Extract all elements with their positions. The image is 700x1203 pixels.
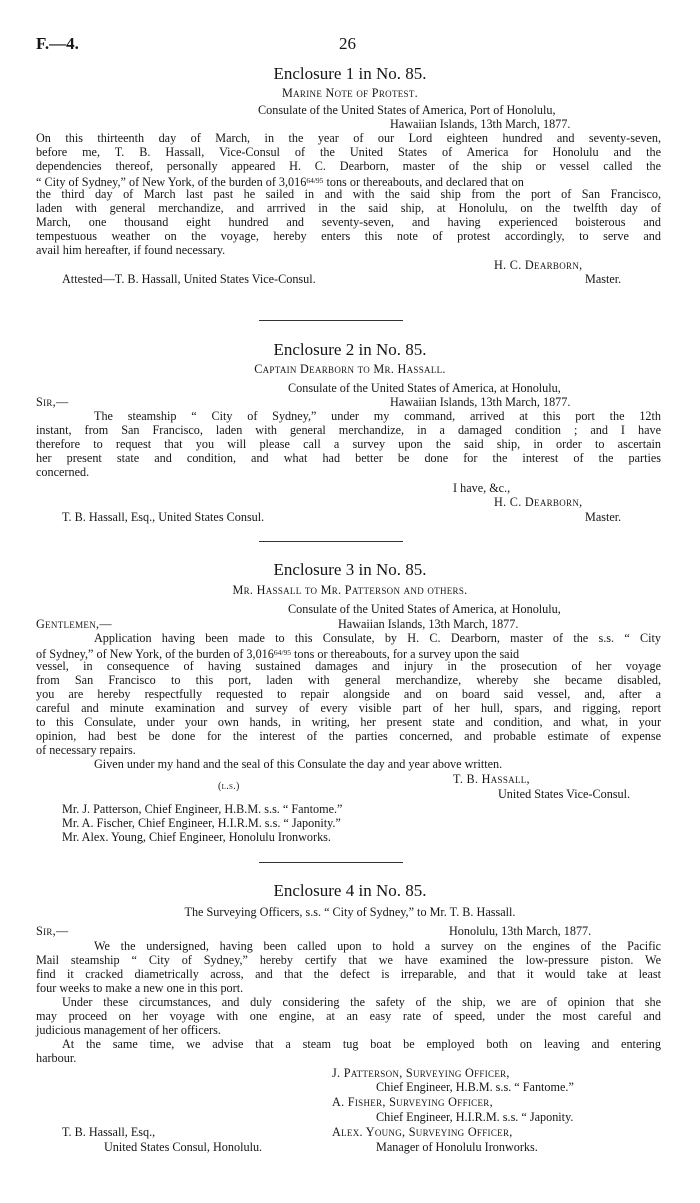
tonnage-fraction: 64/95 [306,176,324,185]
enclosure-3-body-line: Application having been made to this Consulate, by H. C. Dearborn, master of the s.s. “ City [94,631,661,645]
enclosure-1-body-line: before me, T. B. Hassall, Vice-Consul of the United States of America for Honolulu and the [36,145,661,159]
enclosure-1-place-line1: Consulate of the United States of America, Port of Honolulu, [258,103,556,117]
enclosure-2-body-line: concerned. [36,465,90,479]
enclosure-4-addressee-line1: T. B. Hassall, Esq., [62,1125,156,1139]
section-divider [259,320,403,321]
enclosure-2-addressee: T. B. Hassall, Esq., United States Consul. [62,510,265,524]
enclosure-4-signatory-role: Chief Engineer, H.B.M. s.s. “ Fantome.” [376,1080,574,1094]
enclosure-4-subtitle: The Surveying Officers, s.s. “ City of Sydney,” to Mr. T. B. Hassall. [184,905,516,919]
enclosure-2-body-line: The steamship “ City of Sydney,” under my command, arrived at this port the 12th [94,409,661,423]
enclosure-4-signatory-role: Manager of Honolulu Ironworks. [376,1140,538,1154]
enclosure-2-signature-name: H. C. Dearborn, [494,495,583,509]
enclosure-1-body-line: March, one thousand eight hundred and seventy-seven, and having experienced boisterous and [36,215,661,229]
enclosure-1-attestation: Attested—T. B. Hassall, United States Vice-Consul. [62,272,316,286]
enclosure-1-signature-name: H. C. Dearborn, [494,258,583,272]
enclosure-1-place-line2: Hawaiian Islands, 13th March, 1877. [390,117,571,131]
enclosure-4-signatory: Alex. Young, Surveying Officer, [332,1125,513,1139]
body-text: of Sydney,” of New York, of the burden of 3,016 [36,647,274,661]
enclosure-3-body-line: vessel, in consequence of having sustained damages and injury in the prosecution of her voyage [36,659,661,673]
enclosure-4-body-line: may proceed on her voyage with one engine, at an easy rate of speed, under the most careful and [36,1009,661,1023]
enclosure-2-title: Enclosure 2 in No. 85. [273,340,427,359]
enclosure-3-place-line1: Consulate of the United States of America, at Honolulu, [288,602,561,616]
enclosure-1-signature-title: Master. [585,272,622,286]
enclosure-1-subtitle: Marine Note of Protest. [282,86,418,100]
enclosure-4-signatory-role: Chief Engineer, H.I.R.M. s.s. “ Japonity. [376,1110,574,1124]
enclosure-3-body-line: you are hereby respectfully requested to repair alongside and on board said vessel, and, after a [36,687,661,701]
enclosure-3-place-line2: Hawaiian Islands, 13th March, 1877. [338,617,519,631]
enclosure-3-recipient: Mr. Alex. Young, Chief Engineer, Honolulu Ironworks. [62,830,331,844]
enclosure-4-body-line: We the undersigned, having been called upon to hold a survey on the engines of the Pacific [94,939,661,953]
enclosure-4-body-line: find it cracked diametrically across, and that the defect is irreparable, and that it would take at least [36,967,661,981]
consulate-seal: (l.s.) [218,781,240,792]
enclosure-2-salutation: Sir,— [36,395,69,409]
tonnage-fraction: 64/95 [273,648,291,657]
enclosure-3-title: Enclosure 3 in No. 85. [273,560,427,579]
enclosure-1-body-line: tempestuous weather on the voyage, hereby enters this note of protest accordingly, to serve and [36,229,661,243]
enclosure-3-body-line: opinion, had best be done for the interest of the parties concerned, and probable estimate of expense [36,729,661,743]
enclosure-3-recipient: Mr. J. Patterson, Chief Engineer, H.B.M. s.s. “ Fantome.” [62,802,343,816]
enclosure-2-place-line1: Consulate of the United States of America, at Honolulu, [288,381,561,395]
enclosure-2-place-line2: Hawaiian Islands, 13th March, 1877. [390,395,571,409]
enclosure-3-body-line: from San Francisco to this port, laden with general merchandize, whereby she became disabled, [36,673,661,687]
section-divider [259,541,403,542]
enclosure-2-subtitle: Captain Dearborn to Mr. Hassall. [254,362,446,376]
body-text: tons or thereabouts, for a survey upon the said [290,647,520,661]
enclosure-4-title: Enclosure 4 in No. 85. [273,881,427,900]
enclosure-3-recipient: Mr. A. Fischer, Chief Engineer, H.I.R.M. s.s. “ Japonity.” [62,816,341,830]
enclosure-3-body-line: careful and minute examination and survey of every visible part of her hull, spars, and rigging, report [36,701,661,715]
body-text: tons or thereabouts, and declared that on [323,175,524,189]
section-divider [259,862,403,863]
enclosure-4-body-line: At the same time, we advise that a steam tug boat be employed both on leaving and entering [62,1037,661,1051]
enclosure-2-body-line: instant, from San Francisco, laden with general merchandize, in a damaged condition ; and I have [36,423,661,437]
enclosure-4-body-line: four weeks to make a new one in this port. [36,981,244,995]
page-number: 26 [339,34,356,53]
enclosure-4-body-line: Mail steamship “ City of Sydney,” hereby certify that we have examined the low-pressure piston. We [36,953,661,967]
enclosure-3-salutation: Gentlemen,— [36,617,112,631]
enclosure-2-closing: I have, &c., [453,481,511,495]
enclosure-1-body-line: the third day of March last past he sailed in and with the said ship from the port of San Francisco, [36,187,661,201]
enclosure-3-subtitle: Mr. Hassall to Mr. Patterson and others. [232,583,468,597]
enclosure-4-body-line: Under these circumstances, and duly considering the safety of the ship, we are of opinion that she [62,995,661,1009]
enclosure-1-title: Enclosure 1 in No. 85. [273,64,427,83]
enclosure-3-signature-title: United States Vice-Consul. [498,787,631,801]
enclosure-4-body-line: harbour. [36,1051,77,1065]
enclosure-1-body-line: dependencies thereof, personally appeared H. C. Dearborn, master of the ship or vessel called the [36,159,661,173]
enclosure-3-signature-name: T. B. Hassall, [453,772,530,786]
enclosure-2-body-line: her present state and condition, and what had better be done for the interest of the parties [36,451,661,465]
enclosure-3-body-line: of necessary repairs. [36,743,136,757]
enclosure-3-body-line: Given under my hand and the seal of this Consulate the day and year above written. [94,757,503,771]
enclosure-4-addressee-line2: United States Consul, Honolulu. [104,1140,263,1154]
enclosure-3-body-line: to this Consulate, under your own hands, in writing, her present state and condition, and what, in your [36,715,661,729]
enclosure-1-body-line: avail him hereafter, if found necessary. [36,243,226,257]
enclosure-1-body-line: laden with general merchandize, and arrrived in the said ship, at Honolulu, on the twelfth day of [36,201,661,215]
enclosure-4-signatory: J. Patterson, Surveying Officer, [332,1066,510,1080]
body-text: “ City of Sydney,” of New York, of the burden of 3,016 [36,175,307,189]
enclosure-4-body-line: judicious management of her officers. [36,1023,221,1037]
enclosure-4-salutation: Sir,— [36,924,69,938]
enclosure-1-body-line: On this thirteenth day of March, in the year of our Lord eighteen hundred and seventy-seven, [36,131,661,145]
enclosure-2-signature-title: Master. [585,510,622,524]
enclosure-2-body-line: therefore to request that you will please call a survey upon the said ship, in order to ascertain [36,437,661,451]
enclosure-4-signatory: A. Fisher, Surveying Officer, [332,1095,493,1109]
enclosure-4-date: Honolulu, 13th March, 1877. [449,924,592,938]
document-reference: F.—4. [36,34,79,53]
